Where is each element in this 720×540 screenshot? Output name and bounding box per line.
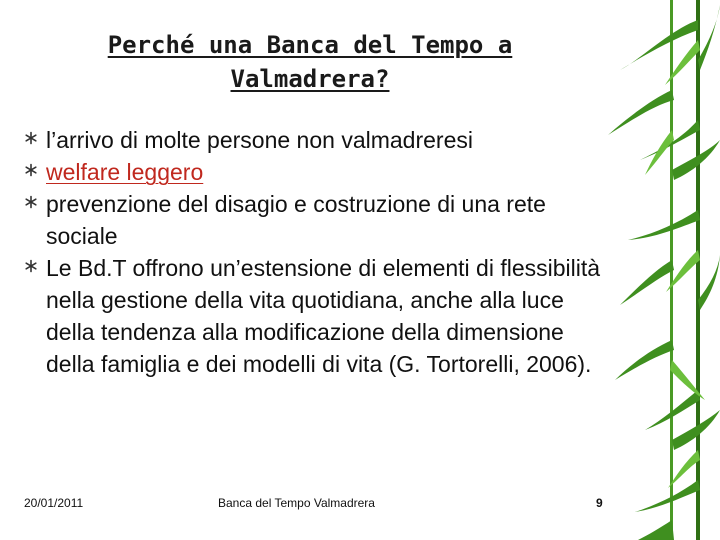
welfare-link[interactable]: welfare leggero [46,159,204,185]
bullet-list [20,124,610,380]
bamboo-leaves-icon [600,0,720,540]
bullet-text: prevenzione del disagio e costruzione di una rete sociale [46,191,546,249]
asterisk-bullet-icon [24,131,38,145]
asterisk-bullet-icon [24,195,38,209]
bullet-item [20,124,610,156]
footer-title: Banca del Tempo Valmadrera [218,496,375,510]
footer-date: 20/01/2011 [24,496,84,510]
asterisk-bullet-icon [24,163,38,177]
bullet-text: l’arrivo di molte persone non valmadreresi [46,127,473,153]
title-line-2: Valmadrera? [230,65,390,93]
asterisk-bullet-icon [24,259,38,273]
bullet-item [20,188,610,252]
page-number: 9 [596,496,603,510]
slide-title [30,28,590,96]
bullet-item [20,156,610,188]
bullet-text: Le Bd.T offrono un’estensione di elementi di flessibilità nella gestione della vita quotidiana, anche alla luce della tendenza alla modificazione della dimensione della famiglia e dei modelli di vita (G. Tortorelli, 2006). [46,255,601,377]
bullet-item [20,252,610,380]
title-line-1: Perché una Banca del Tempo a [107,31,513,59]
